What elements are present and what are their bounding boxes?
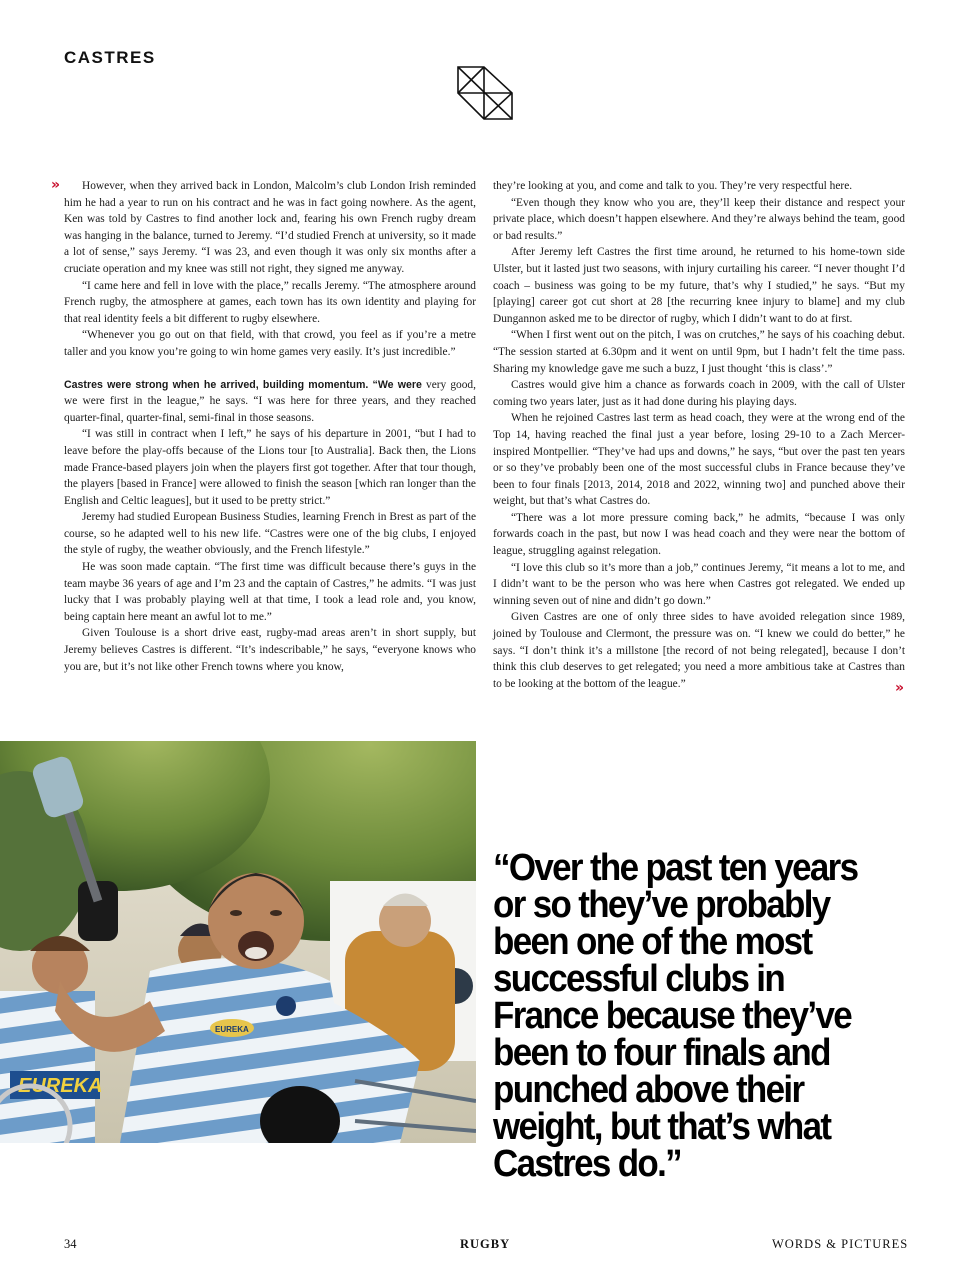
section-footer: WORDS & PICTURES <box>772 1237 909 1251</box>
shirt-badge-text: EUREKA <box>215 1025 249 1034</box>
paragraph: After Jeremy left Castres the first time around, he returned to his home-town side Ulster, but it lasted just two seasons, with injury curtailing his career. “I never thought I’d coach – business was going to be my future, that’s why I studied,” he says. “But my [playing] career got cut short at 28 [the recurring knee injury to blame] and my club Dungannon asked me to be director of rugby, which I didn’t want to do at first. <box>493 246 905 325</box>
magazine-name: RUGBY <box>460 1237 511 1251</box>
paragraph: “When I first went out on the pitch, I was on crutches,” he says of his coaching debut. “The session started at 6.30pm and it went on until 9pm, but I hadn’t felt the time pass. Sharing my knowledge gave me such a buzz, I just thought ‘this is class’.” <box>493 329 905 375</box>
paragraph: “There was a lot more pressure coming back,” he admits, “because I was only forwards coach in the past, but now I was head coach and they were near the bottom of league, struggling against relegation. <box>493 511 905 558</box>
article-start-chevron: » <box>51 177 61 193</box>
banner-text: EUREKA <box>18 1075 103 1097</box>
paragraph: “I was still in contract when I left,” he says of his departure in 2001, “but I had to leave before the play-offs because of the Lions tour [to Australia]. Back then, the Lions made France-based players join when the players first got together. After that tour though, the players [based in France] were allowed to finish the season [which ran longer than the English and Celtic leagues], but it used to be pretty strict.” <box>64 428 476 507</box>
paragraph: When he rejoined Castres last term as head coach, they were at the wrong end of the Top 14, having reached the final just a year before, losing 29-10 to a Zach Mercer-inspired Montpellier. “They’ve had ups and downs,” he says, “but over the past ten years or so they’ve probably been one of the most successful clubs in France because they’ve been to four finals [2013, 2014, 2018 and 2022, winning two] and punched above their weight, but that’s what Castres do. <box>493 412 905 508</box>
paragraph: Castres would give him a chance as forwards coach in 2009, with the call of Ulster coming two years later, just as it had done during his playing days. <box>493 379 905 408</box>
paragraph: they’re looking at you, and come and talk to you. They’re very respectful here. <box>493 180 853 192</box>
section-label: CASTRES <box>64 48 156 67</box>
paragraph: Given Toulouse is a short drive east, rugby-mad areas aren’t in short supply, but Jeremy believes Castres is different. “It’s indescribable,” he says, “everyone knows who you are, but it’s not like other French towns where you know, <box>64 627 476 673</box>
photo-illustration <box>0 741 476 1143</box>
paragraph-with-subhead <box>64 377 476 427</box>
paragraph: Given Castres are one of only three sides to have avoided relegation since 1989, joined by Toulouse and Clermont, the pressure was on. “I knew we could do better,” he says. “I don’t think it’s a millstone [the record of not being relegated], because I don’t think this club deserves to get relegated; you need a more ambitious take at Castres than to be looking at the bottom of the league.” <box>493 611 905 690</box>
paragraph-text: very good, we were first in the league,” he says. “I was here for three years, and they reached quarter-final, quarter-final, semi-final in those seasons. <box>64 378 476 424</box>
paragraph: He was soon made captain. “The first time was difficult because there’s guys in the team maybe 36 years of age and I’m 23 and the captain of Castres,” he admits. “I was just lucky that I was probably playing well at that time, I took a lead role and, you know, being captain here meant an awful lot to me.” <box>64 561 476 623</box>
paragraph: Jeremy had studied European Business Studies, learning French in Brest as part of the course, so he adapted well to his new life. “Castres were one of the big clubs, I enjoyed the style of rugby, the weather obviously, and the French lifestyle.” <box>64 511 476 557</box>
article-end-chevron: » <box>895 680 905 696</box>
paragraph: “Even though they know who you are, they’ll keep their distance and respect your private place, which doesn’t happen elsewhere. And they’re always behind the team, good or bad results.” <box>493 196 905 242</box>
subhead: Castres were strong when he arrived, building momentum. “We were <box>64 378 422 391</box>
pull-quote: “Over the past ten years or so they’ve probably been one of the most successful clubs in France because they’ve been to four finals and punched above their weight, but that’s what Castres do.” <box>493 847 858 1185</box>
article-column-left <box>64 178 476 675</box>
hexagon-cube-logo-icon <box>454 63 514 123</box>
paragraph: “Whenever you go out on that field, with that crowd, you feel as if you’re a metre taller and you know you’re going to win home games very easily. It’s just incredible.” <box>64 329 476 358</box>
article-column-right <box>493 178 905 692</box>
page-number: 34 <box>64 1237 77 1251</box>
paragraph: “I came here and fell in love with the place,” recalls Jeremy. “The atmosphere around French rugby, the atmosphere at games, each town has its own identity and playing for that real identity feels a bit different to rugby elsewhere. <box>64 279 476 325</box>
paragraph: However, when they arrived back in London, Malcolm’s club London Irish reminded him he had a year to run on his contract and he was in fact going nowhere. As the agent, Ken was told by Castres to find another lock and, fearing his own French rugby dream was hanging in the balance, turned to Jeremy. “I’d studied French at university, so it made a lot of sense,” says Jeremy. “I was 23, and even though it was only six months after a cruciate operation and my knee was still not right, they signed me anyway. <box>64 180 476 275</box>
paragraph: “I love this club so it’s more than a job,” continues Jeremy, “it means a lot to me, and I didn’t want to be the person who was here when Castres got relegated. We ended up winning seven out of nine and didn’t go down.” <box>493 561 905 607</box>
fan-drummer-photo <box>0 741 476 1143</box>
